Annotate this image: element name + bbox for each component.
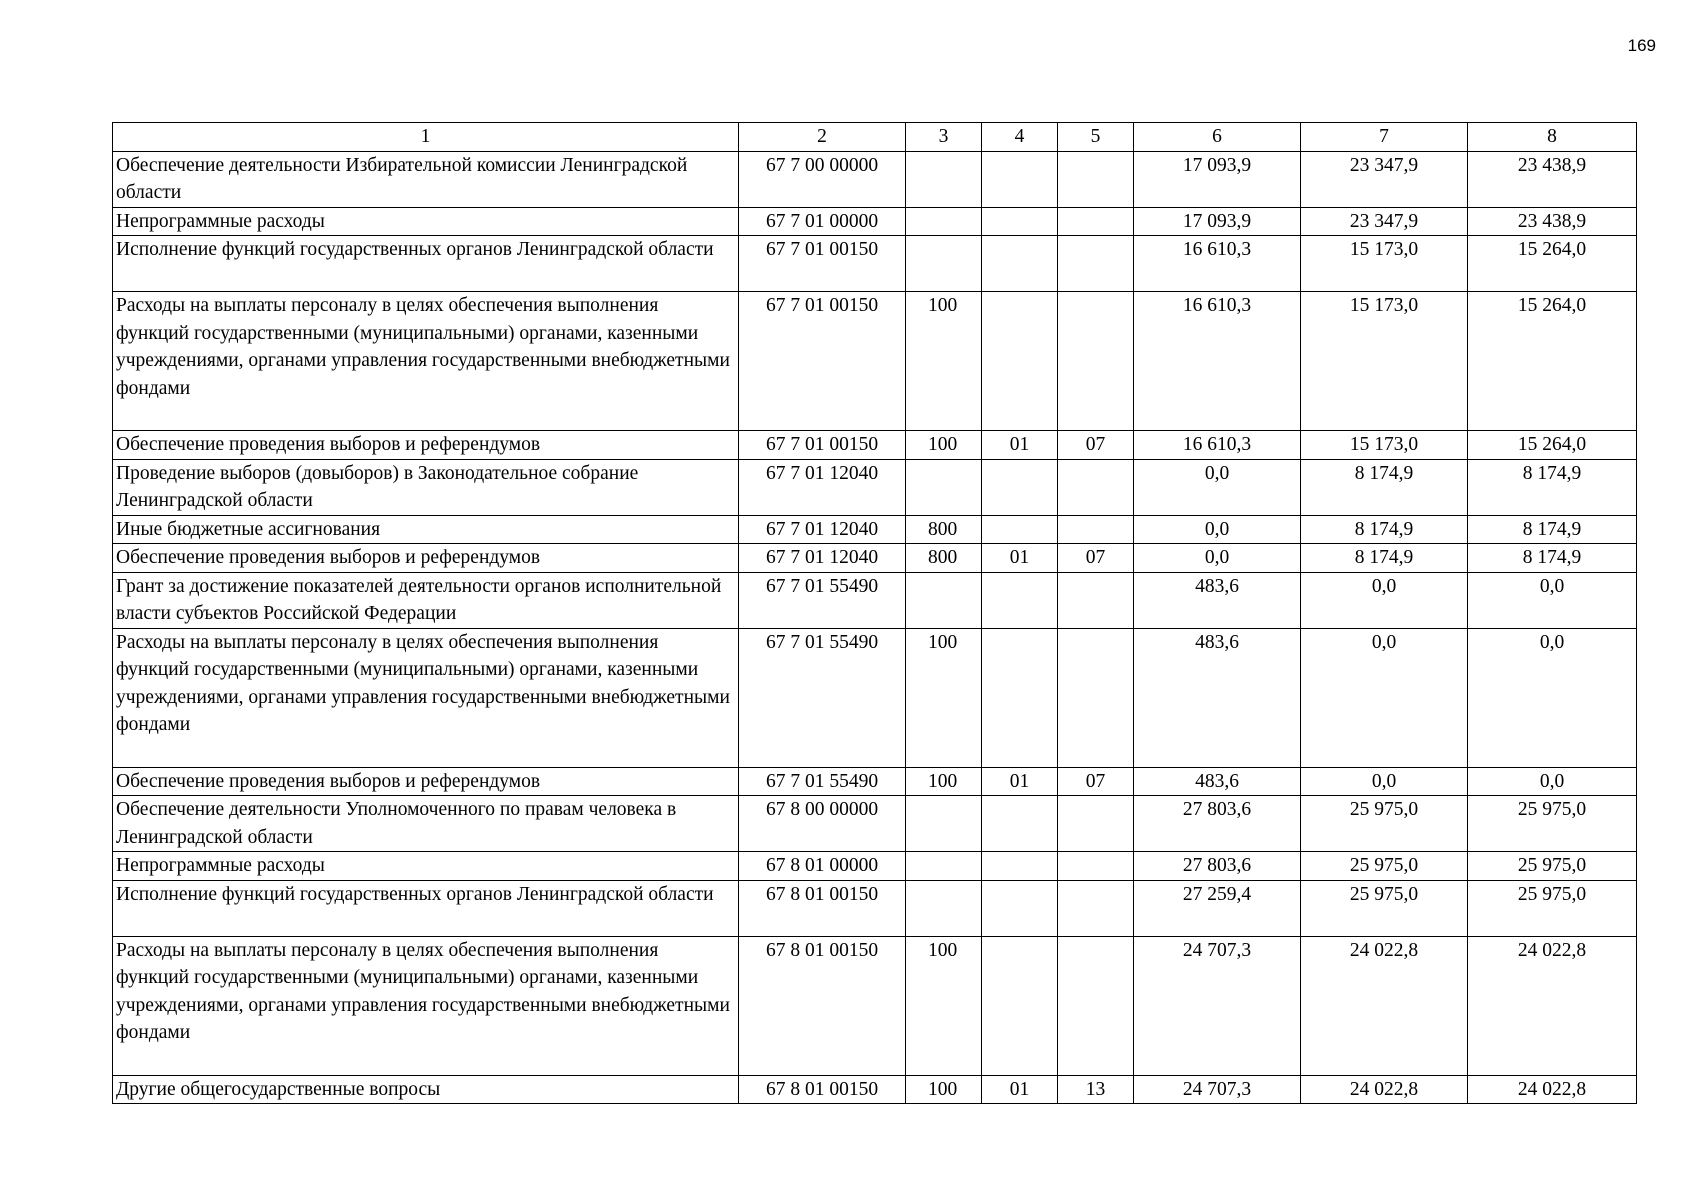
- row-amount-7: 0,0: [1301, 628, 1468, 767]
- row-amount-7: 25 975,0: [1301, 852, 1468, 881]
- row-section: [982, 880, 1058, 936]
- page-number: 169: [1627, 36, 1656, 55]
- row-section: 01: [982, 1075, 1058, 1104]
- row-amount-8: 0,0: [1468, 767, 1637, 796]
- row-expense-type: [906, 151, 982, 207]
- row-expense-type: 800: [906, 544, 982, 573]
- row-code: 67 7 01 55490: [739, 767, 906, 796]
- table-row: [113, 852, 1637, 881]
- row-amount-8: 8 174,9: [1468, 459, 1637, 515]
- row-amount-7: 23 347,9: [1301, 151, 1468, 207]
- row-expense-type: [906, 880, 982, 936]
- row-section: [982, 292, 1058, 431]
- table-row: [113, 151, 1637, 207]
- row-code: 67 7 01 00150: [739, 292, 906, 431]
- row-amount-7: 8 174,9: [1301, 515, 1468, 544]
- row-amount-8: 23 438,9: [1468, 151, 1637, 207]
- row-subsection: [1058, 151, 1134, 207]
- column-header: 2: [739, 123, 906, 152]
- row-section: [982, 796, 1058, 852]
- row-code: 67 8 01 00150: [739, 1075, 906, 1104]
- row-amount-7: 25 975,0: [1301, 796, 1468, 852]
- row-amount-6: 24 707,3: [1134, 936, 1301, 1075]
- row-name: Грант за достижение показателей деятельности органов исполнительной власти субъектов Российской Федерации: [113, 572, 739, 628]
- row-amount-7: 24 022,8: [1301, 1075, 1468, 1104]
- row-expense-type: 800: [906, 515, 982, 544]
- row-amount-8: 23 438,9: [1468, 207, 1637, 236]
- row-expense-type: 100: [906, 767, 982, 796]
- table-row: [113, 207, 1637, 236]
- row-amount-8: 15 264,0: [1468, 292, 1637, 431]
- row-section: [982, 459, 1058, 515]
- row-section: [982, 207, 1058, 236]
- row-amount-8: 24 022,8: [1468, 1075, 1637, 1104]
- row-name: Иные бюджетные ассигнования: [113, 515, 739, 544]
- column-header: 1: [113, 123, 739, 152]
- row-section: [982, 572, 1058, 628]
- row-amount-7: 8 174,9: [1301, 544, 1468, 573]
- row-code: 67 7 01 12040: [739, 459, 906, 515]
- table-row: [113, 1075, 1637, 1104]
- row-amount-7: 0,0: [1301, 767, 1468, 796]
- row-amount-6: 16 610,3: [1134, 292, 1301, 431]
- row-amount-6: 483,6: [1134, 628, 1301, 767]
- row-expense-type: [906, 796, 982, 852]
- row-amount-7: 15 173,0: [1301, 292, 1468, 431]
- row-amount-7: 0,0: [1301, 572, 1468, 628]
- column-header: 4: [982, 123, 1058, 152]
- table-row: [113, 880, 1637, 936]
- row-subsection: [1058, 292, 1134, 431]
- row-amount-7: 25 975,0: [1301, 880, 1468, 936]
- table-row: [113, 515, 1637, 544]
- table-row: [113, 431, 1637, 460]
- row-expense-type: 100: [906, 292, 982, 431]
- row-subsection: 13: [1058, 1075, 1134, 1104]
- row-subsection: 07: [1058, 767, 1134, 796]
- row-subsection: [1058, 852, 1134, 881]
- row-amount-8: 0,0: [1468, 628, 1637, 767]
- column-header: 5: [1058, 123, 1134, 152]
- row-code: 67 7 01 00150: [739, 431, 906, 460]
- column-header: 8: [1468, 123, 1637, 152]
- row-name: Обеспечение проведения выборов и референдумов: [113, 767, 739, 796]
- row-amount-7: 15 173,0: [1301, 236, 1468, 292]
- row-amount-6: 17 093,9: [1134, 151, 1301, 207]
- row-section: 01: [982, 767, 1058, 796]
- row-amount-7: 24 022,8: [1301, 936, 1468, 1075]
- row-amount-8: 24 022,8: [1468, 936, 1637, 1075]
- row-subsection: [1058, 236, 1134, 292]
- row-expense-type: 100: [906, 1075, 982, 1104]
- row-expense-type: [906, 207, 982, 236]
- row-code: 67 7 01 55490: [739, 572, 906, 628]
- table-row: [113, 628, 1637, 767]
- row-expense-type: 100: [906, 431, 982, 460]
- row-amount-6: 16 610,3: [1134, 431, 1301, 460]
- row-name: Расходы на выплаты персоналу в целях обеспечения выполнения функций государственными (муниципальными) органами, казенными учреждениями, органами управления государственными внебюджетными фондами: [113, 936, 739, 1075]
- row-amount-6: 17 093,9: [1134, 207, 1301, 236]
- table-row: [113, 936, 1637, 1075]
- row-subsection: 07: [1058, 544, 1134, 573]
- row-section: [982, 628, 1058, 767]
- row-section: 01: [982, 544, 1058, 573]
- row-subsection: [1058, 880, 1134, 936]
- column-header: 6: [1134, 123, 1301, 152]
- row-name: Исполнение функций государственных органов Ленинградской области: [113, 236, 739, 292]
- row-subsection: [1058, 207, 1134, 236]
- row-code: 67 7 00 00000: [739, 151, 906, 207]
- row-amount-8: 25 975,0: [1468, 796, 1637, 852]
- row-amount-8: 25 975,0: [1468, 880, 1637, 936]
- row-amount-8: 0,0: [1468, 572, 1637, 628]
- row-code: 67 8 01 00000: [739, 852, 906, 881]
- row-amount-6: 27 803,6: [1134, 796, 1301, 852]
- row-name: Обеспечение деятельности Уполномоченного по правам человека в Ленинградской области: [113, 796, 739, 852]
- row-name: Расходы на выплаты персоналу в целях обеспечения выполнения функций государственными (муниципальными) органами, казенными учреждениями, органами управления государственными внебюджетными фондами: [113, 292, 739, 431]
- row-name: Другие общегосударственные вопросы: [113, 1075, 739, 1104]
- budget-table: [112, 122, 1637, 1104]
- row-expense-type: [906, 459, 982, 515]
- row-section: 01: [982, 431, 1058, 460]
- row-amount-8: 8 174,9: [1468, 544, 1637, 573]
- row-code: 67 7 01 00000: [739, 207, 906, 236]
- row-amount-8: 8 174,9: [1468, 515, 1637, 544]
- row-name: Проведение выборов (довыборов) в Законодательное собрание Ленинградской области: [113, 459, 739, 515]
- row-expense-type: [906, 852, 982, 881]
- row-amount-6: 483,6: [1134, 767, 1301, 796]
- row-amount-6: 0,0: [1134, 544, 1301, 573]
- row-amount-6: 0,0: [1134, 515, 1301, 544]
- column-header: 3: [906, 123, 982, 152]
- row-amount-8: 15 264,0: [1468, 431, 1637, 460]
- row-subsection: [1058, 459, 1134, 515]
- row-name: Обеспечение проведения выборов и референдумов: [113, 544, 739, 573]
- row-section: [982, 236, 1058, 292]
- row-section: [982, 515, 1058, 544]
- row-subsection: [1058, 936, 1134, 1075]
- table-row: [113, 459, 1637, 515]
- row-code: 67 8 00 00000: [739, 796, 906, 852]
- row-subsection: [1058, 628, 1134, 767]
- row-expense-type: [906, 572, 982, 628]
- row-code: 67 8 01 00150: [739, 880, 906, 936]
- row-name: Исполнение функций государственных органов Ленинградской области: [113, 880, 739, 936]
- row-expense-type: 100: [906, 628, 982, 767]
- row-amount-6: 24 707,3: [1134, 1075, 1301, 1104]
- column-header: 7: [1301, 123, 1468, 152]
- row-amount-7: 8 174,9: [1301, 459, 1468, 515]
- row-code: 67 7 01 55490: [739, 628, 906, 767]
- row-section: [982, 852, 1058, 881]
- row-subsection: [1058, 572, 1134, 628]
- row-amount-8: 15 264,0: [1468, 236, 1637, 292]
- row-amount-8: 25 975,0: [1468, 852, 1637, 881]
- row-amount-6: 27 259,4: [1134, 880, 1301, 936]
- row-subsection: [1058, 515, 1134, 544]
- row-amount-7: 23 347,9: [1301, 207, 1468, 236]
- row-name: Расходы на выплаты персоналу в целях обеспечения выполнения функций государственными (муниципальными) органами, казенными учреждениями, органами управления государственными внебюджетными фондами: [113, 628, 739, 767]
- row-name: Обеспечение деятельности Избирательной комиссии Ленинградской области: [113, 151, 739, 207]
- row-code: 67 7 01 12040: [739, 515, 906, 544]
- row-name: Непрограммные расходы: [113, 207, 739, 236]
- table-row: [113, 796, 1637, 852]
- row-name: Непрограммные расходы: [113, 852, 739, 881]
- row-expense-type: [906, 236, 982, 292]
- row-section: [982, 936, 1058, 1075]
- table-row: [113, 767, 1637, 796]
- row-code: 67 7 01 00150: [739, 236, 906, 292]
- row-amount-6: 16 610,3: [1134, 236, 1301, 292]
- row-name: Обеспечение проведения выборов и референдумов: [113, 431, 739, 460]
- row-expense-type: 100: [906, 936, 982, 1075]
- row-subsection: 07: [1058, 431, 1134, 460]
- table-row: [113, 572, 1637, 628]
- table-row: [113, 236, 1637, 292]
- row-amount-7: 15 173,0: [1301, 431, 1468, 460]
- table-row: [113, 544, 1637, 573]
- row-amount-6: 27 803,6: [1134, 852, 1301, 881]
- table-header-row: [113, 123, 1637, 152]
- row-code: 67 7 01 12040: [739, 544, 906, 573]
- row-amount-6: 0,0: [1134, 459, 1301, 515]
- row-code: 67 8 01 00150: [739, 936, 906, 1075]
- row-amount-6: 483,6: [1134, 572, 1301, 628]
- row-section: [982, 151, 1058, 207]
- row-subsection: [1058, 796, 1134, 852]
- table-row: [113, 292, 1637, 431]
